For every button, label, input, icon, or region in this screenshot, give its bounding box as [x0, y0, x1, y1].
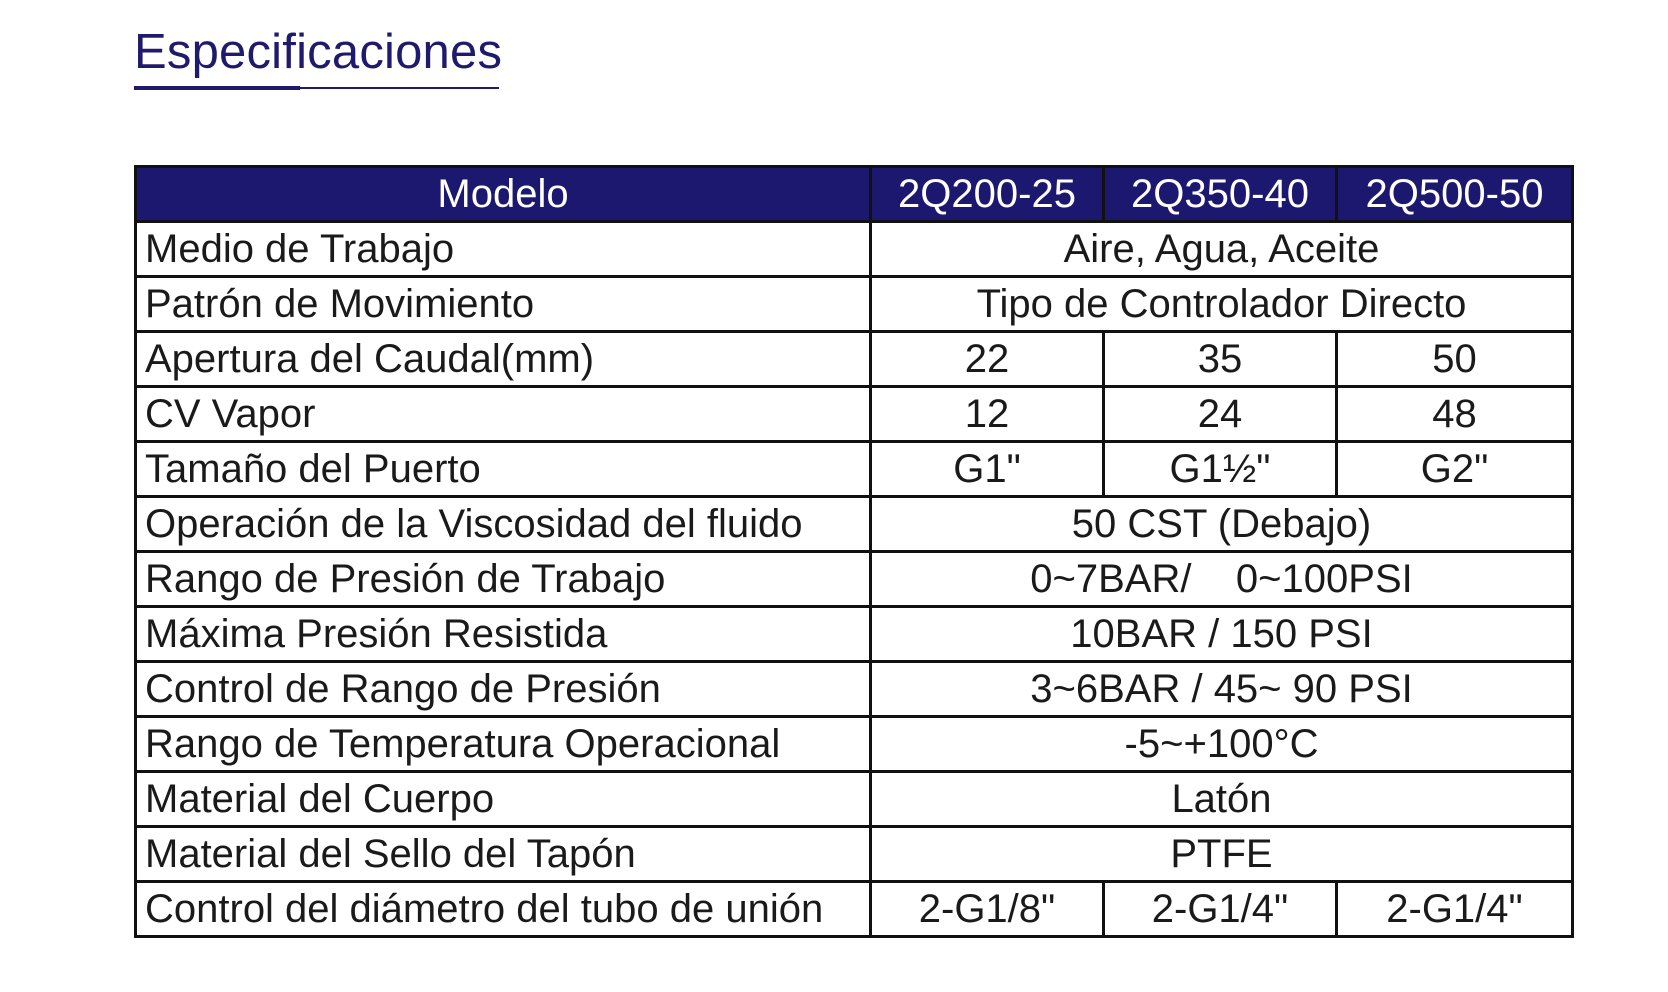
row-label: Rango de Temperatura Operacional	[136, 717, 871, 772]
row-label: Medio de Trabajo	[136, 222, 871, 277]
row-label: Apertura del Caudal(mm)	[136, 332, 871, 387]
page-title: Especificaciones	[134, 25, 503, 79]
row-label: Material del Cuerpo	[136, 772, 871, 827]
row-value-model-3: 50	[1337, 332, 1573, 387]
row-label: Control de Rango de Presión	[136, 662, 871, 717]
header-model-1: 2Q200-25	[871, 167, 1104, 222]
row-value-model-3: 48	[1337, 387, 1573, 442]
row-value-shared: 0~7BAR/ 0~100PSI	[871, 552, 1573, 607]
table-row	[136, 442, 1573, 497]
table-row	[136, 607, 1573, 662]
row-label: Rango de Presión de Trabajo	[136, 552, 871, 607]
row-label: Tamaño del Puerto	[136, 442, 871, 497]
table-row	[136, 332, 1573, 387]
row-value-model-2: 2-G1/4"	[1104, 882, 1337, 937]
table-row	[136, 772, 1573, 827]
row-value-shared: PTFE	[871, 827, 1573, 882]
row-value-shared: 10BAR / 150 PSI	[871, 607, 1573, 662]
specifications-table	[134, 165, 1574, 938]
row-label: CV Vapor	[136, 387, 871, 442]
row-label: Operación de la Viscosidad del fluido	[136, 497, 871, 552]
row-value-model-1: 22	[871, 332, 1104, 387]
row-value-shared: Aire, Agua, Aceite	[871, 222, 1573, 277]
table-row	[136, 497, 1573, 552]
row-value-model-2: 35	[1104, 332, 1337, 387]
table-row	[136, 717, 1573, 772]
row-label: Material del Sello del Tapón	[136, 827, 871, 882]
row-value-model-2: 24	[1104, 387, 1337, 442]
row-label: Máxima Presión Resistida	[136, 607, 871, 662]
row-value-model-3: G2"	[1337, 442, 1573, 497]
header-model-label: Modelo	[136, 167, 871, 222]
table-row	[136, 387, 1573, 442]
table-header-row	[136, 167, 1573, 222]
header-model-2: 2Q350-40	[1104, 167, 1337, 222]
table-row	[136, 827, 1573, 882]
row-value-shared: Tipo de Controlador Directo	[871, 277, 1573, 332]
row-value-model-1: G1"	[871, 442, 1104, 497]
row-value-model-3: 2-G1/4"	[1337, 882, 1573, 937]
row-value-model-1: 12	[871, 387, 1104, 442]
title-block	[134, 20, 502, 84]
header-model-3: 2Q500-50	[1337, 167, 1573, 222]
table-row	[136, 222, 1573, 277]
row-value-shared: 50 CST (Debajo)	[871, 497, 1573, 552]
row-label: Patrón de Movimiento	[136, 277, 871, 332]
title-underline-accent	[134, 86, 300, 90]
row-label: Control del diámetro del tubo de unión	[136, 882, 871, 937]
row-value-shared: Latón	[871, 772, 1573, 827]
table-row	[136, 882, 1573, 937]
table-row	[136, 277, 1573, 332]
row-value-model-1: 2-G1/8"	[871, 882, 1104, 937]
table-row	[136, 662, 1573, 717]
row-value-shared: -5~+100°C	[871, 717, 1573, 772]
row-value-shared: 3~6BAR / 45~ 90 PSI	[871, 662, 1573, 717]
row-value-model-2: G1½"	[1104, 442, 1337, 497]
table-row	[136, 552, 1573, 607]
table-body	[136, 222, 1573, 937]
